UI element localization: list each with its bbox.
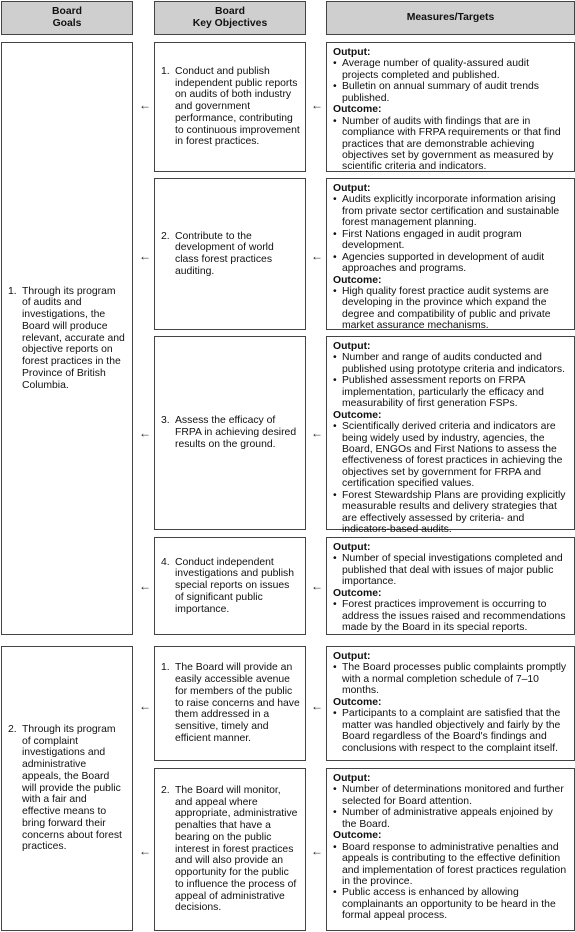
output-item: • Number of special investigations completed and published that deal with issues of major public importance. bbox=[333, 553, 568, 587]
output-item: • Audits explicitly incorporate information arising from private sector certification and sustainable forest management planning. bbox=[333, 194, 568, 228]
arrow-left-icon: ← bbox=[311, 426, 323, 440]
outcome-item-text: Participants to a complaint are satisfied that the matter was handled objectively and fairly by the Board regardless of the Board's findings and conclusions with respect to the complaint itself. bbox=[342, 708, 561, 754]
objective-5 bbox=[161, 662, 300, 744]
output-item: • The Board processes public complaints promptly with a normal completion schedule of 7–10 months. bbox=[333, 662, 567, 697]
goal-text: Through its program of audits and investigations, the Board will produce relevant, accurate and objective reports on forest practices in the Province of British Columbia. bbox=[22, 285, 125, 391]
objective-6-box bbox=[154, 768, 306, 931]
output-label: Output: bbox=[333, 651, 371, 662]
arrow-left-icon: ← bbox=[311, 98, 323, 112]
header-board-key-objectives bbox=[154, 1, 306, 35]
outcome-label: Outcome: bbox=[333, 696, 382, 708]
measures-1-box bbox=[326, 42, 575, 172]
measures-6-box bbox=[326, 768, 575, 931]
output-item-text: Agencies supported in development of audit approaches and programs. bbox=[342, 251, 545, 275]
objective-2-box bbox=[154, 178, 306, 330]
outcome-item: • Public access is enhanced by allowing complainants an opportunity to be heard in the formal appeal process. bbox=[333, 887, 568, 921]
output-item: • Average number of quality-assured audit projects completed and published. bbox=[333, 58, 568, 81]
measures-3-box bbox=[326, 336, 575, 535]
objective-number: 2. bbox=[161, 230, 170, 242]
arrow-left-icon: ← bbox=[139, 579, 151, 593]
measures-2-box bbox=[326, 178, 575, 330]
objective-number: 1. bbox=[161, 65, 170, 77]
output-item-text: Bulletin on annual summary of audit trends published. bbox=[342, 81, 539, 104]
goal-1 bbox=[8, 286, 126, 392]
output-label: Output: bbox=[333, 542, 371, 553]
objective-1-box bbox=[154, 42, 306, 172]
output-item: • Number of determinations monitored and further selected for Board attention. bbox=[333, 784, 568, 807]
output-item: • Published assessment reports on FRPA implementation, particularly the efficacy and measurability of first generation FSPs. bbox=[333, 375, 568, 409]
output-label: Output: bbox=[333, 773, 371, 784]
outcome-item: • Forest practices improvement is occurring to address the issues raised and recommendations made by the Board in its special reports. bbox=[333, 599, 568, 633]
objective-6 bbox=[161, 785, 300, 914]
outcome-item: • Board response to administrative penalties and appeals is contributing to the effective definition and implementation of forest practices regulation in the province. bbox=[333, 841, 567, 887]
objective-text: Conduct independent investigations and publish special reports on issues of significant public importance. bbox=[175, 556, 294, 615]
arrow-left-icon: ← bbox=[139, 426, 151, 440]
objective-3-box bbox=[154, 336, 306, 530]
objective-1 bbox=[161, 66, 300, 148]
output-item-text: Number of administrative appeals enjoined by the Board. bbox=[342, 807, 553, 830]
outcome-item-text: High quality forest practice audit systems are developing in the province which expand the degree and compatibility of public and private market assurance mechanisms. bbox=[342, 285, 551, 332]
outcome-label: Outcome: bbox=[333, 830, 382, 842]
header-goals-line2: Goals bbox=[52, 18, 82, 29]
objective-text: Conduct and publish independent public reports on audits of both industry and government performance, contributing to continuous improvement in forest practices. bbox=[175, 65, 300, 148]
header-measures-targets bbox=[326, 1, 575, 35]
output-item-text: Audits explicitly incorporate information arising from private sector certification and sustainable forest management planning. bbox=[342, 194, 560, 229]
objective-number: 1. bbox=[161, 662, 170, 674]
output-item-text: Number and range of audits conducted and published using prototype criteria and indicators. bbox=[342, 352, 565, 375]
objective-4-box bbox=[154, 537, 306, 635]
goal-text: Through its program of complaint investigations and administrative appeals, the Board will provide the public with a fair and effective means to bring forward their concerns about forest practices. bbox=[22, 723, 122, 853]
output-item-text: Average number of quality-assured audit projects completed and published. bbox=[342, 58, 529, 81]
outcome-label: Outcome: bbox=[333, 409, 382, 421]
outcome-item-text: Forest practices improvement is occurring to address the issues raised and recommendations made by the Board in its special reports. bbox=[342, 599, 566, 634]
output-label: Output: bbox=[333, 47, 371, 58]
arrow-left-icon: ← bbox=[311, 699, 323, 713]
measures-5-box bbox=[326, 646, 575, 761]
outcome-item: • Forest Stewardship Plans are providing explicitly measurable results and delivery strategies that are effectively assessed by criteria- and indicators-based audits. bbox=[333, 490, 568, 536]
goal-1-box bbox=[1, 42, 133, 635]
output-item: • Number of administrative appeals enjoined by the Board. bbox=[333, 807, 568, 830]
output-item: • First Nations engaged in audit program development. bbox=[333, 229, 568, 252]
header-objectives-line2: Key Objectives bbox=[192, 18, 268, 29]
outcome-label: Outcome: bbox=[333, 274, 382, 286]
output-item-text: Published assessment reports on FRPA implementation, particularly the efficacy and measurability of first generation FSPs. bbox=[342, 375, 544, 410]
outcome-item: • Number of audits with findings that are in compliance with FRPA requirements or that find practices that are demonstrable achieving objectives set by government as measured by scientific criteria and indicators. bbox=[333, 116, 568, 173]
output-item-text: Number of special investigations completed and published that deal with issues of major public importance. bbox=[342, 553, 563, 588]
header-goals-line1: Board bbox=[51, 5, 83, 17]
objective-5-box bbox=[154, 646, 306, 761]
goal-number: 1. bbox=[8, 285, 17, 297]
header-objectives-line1: Board bbox=[214, 5, 245, 17]
output-item-text: The Board processes public complaints promptly with a normal completion schedule of 7–10 months. bbox=[342, 662, 567, 697]
objective-4 bbox=[161, 557, 300, 616]
outcome-item-text: Forest Stewardship Plans are providing explicitly measurable results and delivery strategies that are effectively assessed by criteria- and indicators-based audits. bbox=[342, 489, 566, 535]
arrow-left-icon: ← bbox=[311, 249, 323, 263]
output-item: • Number and range of audits conducted and published using prototype criteria and indicators. bbox=[333, 352, 568, 375]
objective-text: The Board will provide an easily accessible avenue for members of the public to raise concerns and have them addressed in a sensitive, timely and efficient manner. bbox=[175, 662, 300, 744]
outcome-item: • High quality forest practice audit systems are developing in the province which expand the degree and compatibility of public and private market assurance mechanisms. bbox=[333, 286, 568, 332]
goal-2-box bbox=[1, 646, 133, 931]
output-item: • Agencies supported in development of audit approaches and programs. bbox=[333, 252, 568, 275]
header-measures-label: Measures/Targets bbox=[406, 11, 495, 23]
objective-text: Assess the efficacy of FRPA in achieving desired results on the ground. bbox=[175, 415, 297, 450]
arrow-left-icon: ← bbox=[311, 579, 323, 593]
objective-2 bbox=[161, 231, 300, 278]
outcome-item-text: Board response to administrative penalties and appeals is contributing to the effective definition and implementation of forest practices regulation in the province. bbox=[342, 841, 567, 887]
outcome-item-text: Scientifically derived criteria and indicators are being widely used by industry, agencies, the Board, ENGOs and First Nations to assess the effectiveness of forest practices in achieving the objectives set by government for FRPA and certification specified values. bbox=[342, 421, 563, 490]
outcome-item-text: Number of audits with findings that are in compliance with FRPA requirements or that find practices that are demonstrable achieving objectives set by government as measured by scientific criteria and indicators. bbox=[342, 115, 561, 173]
measures-4-box bbox=[326, 537, 575, 635]
goal-2 bbox=[8, 724, 126, 853]
output-item-text: Number of determinations monitored and further selected for Board attention. bbox=[342, 784, 564, 807]
output-label: Output: bbox=[333, 183, 371, 194]
arrow-left-icon: ← bbox=[139, 98, 151, 112]
output-item-text: First Nations engaged in audit program development. bbox=[342, 228, 522, 252]
objective-number: 4. bbox=[161, 556, 170, 568]
objective-text: The Board will monitor, and appeal where appropriate, administrative penalties that have a bearing on the public interest in forest practices and will also provide an opportunity for the public to influence the process of appeal of administrative decisions. bbox=[175, 784, 298, 914]
arrow-left-icon: ← bbox=[139, 249, 151, 263]
arrow-left-icon: ← bbox=[139, 844, 151, 858]
objective-number: 2. bbox=[161, 784, 170, 796]
goal-number: 2. bbox=[8, 723, 17, 735]
objective-number: 3. bbox=[161, 415, 170, 427]
outcome-item: • Participants to a complaint are satisfied that the matter was handled objectively and fairly by the Board regardless of the Board's findings and conclusions with respect to the complaint itself. bbox=[333, 708, 568, 754]
outcome-item-text: Public access is enhanced by allowing complainants an opportunity to be heard in the formal appeal process. bbox=[342, 887, 556, 922]
arrow-left-icon: ← bbox=[139, 699, 151, 713]
outcome-label: Outcome: bbox=[333, 587, 382, 599]
objective-3 bbox=[161, 415, 300, 450]
arrow-left-icon: ← bbox=[311, 844, 323, 858]
output-label: Output: bbox=[333, 341, 371, 352]
output-item: • Bulletin on annual summary of audit trends published. bbox=[333, 81, 568, 104]
outcome-label: Outcome: bbox=[333, 104, 382, 116]
outcome-item: • Scientifically derived criteria and indicators are being widely used by industry, agencies, the Board, ENGOs and First Nations to assess the effectiveness of forest practices in achieving the objectives set by government for FRPA and certification specified values. bbox=[333, 421, 568, 490]
header-board-goals bbox=[1, 1, 133, 35]
objective-text: Contribute to the development of world class forest practices auditing. bbox=[175, 230, 274, 277]
